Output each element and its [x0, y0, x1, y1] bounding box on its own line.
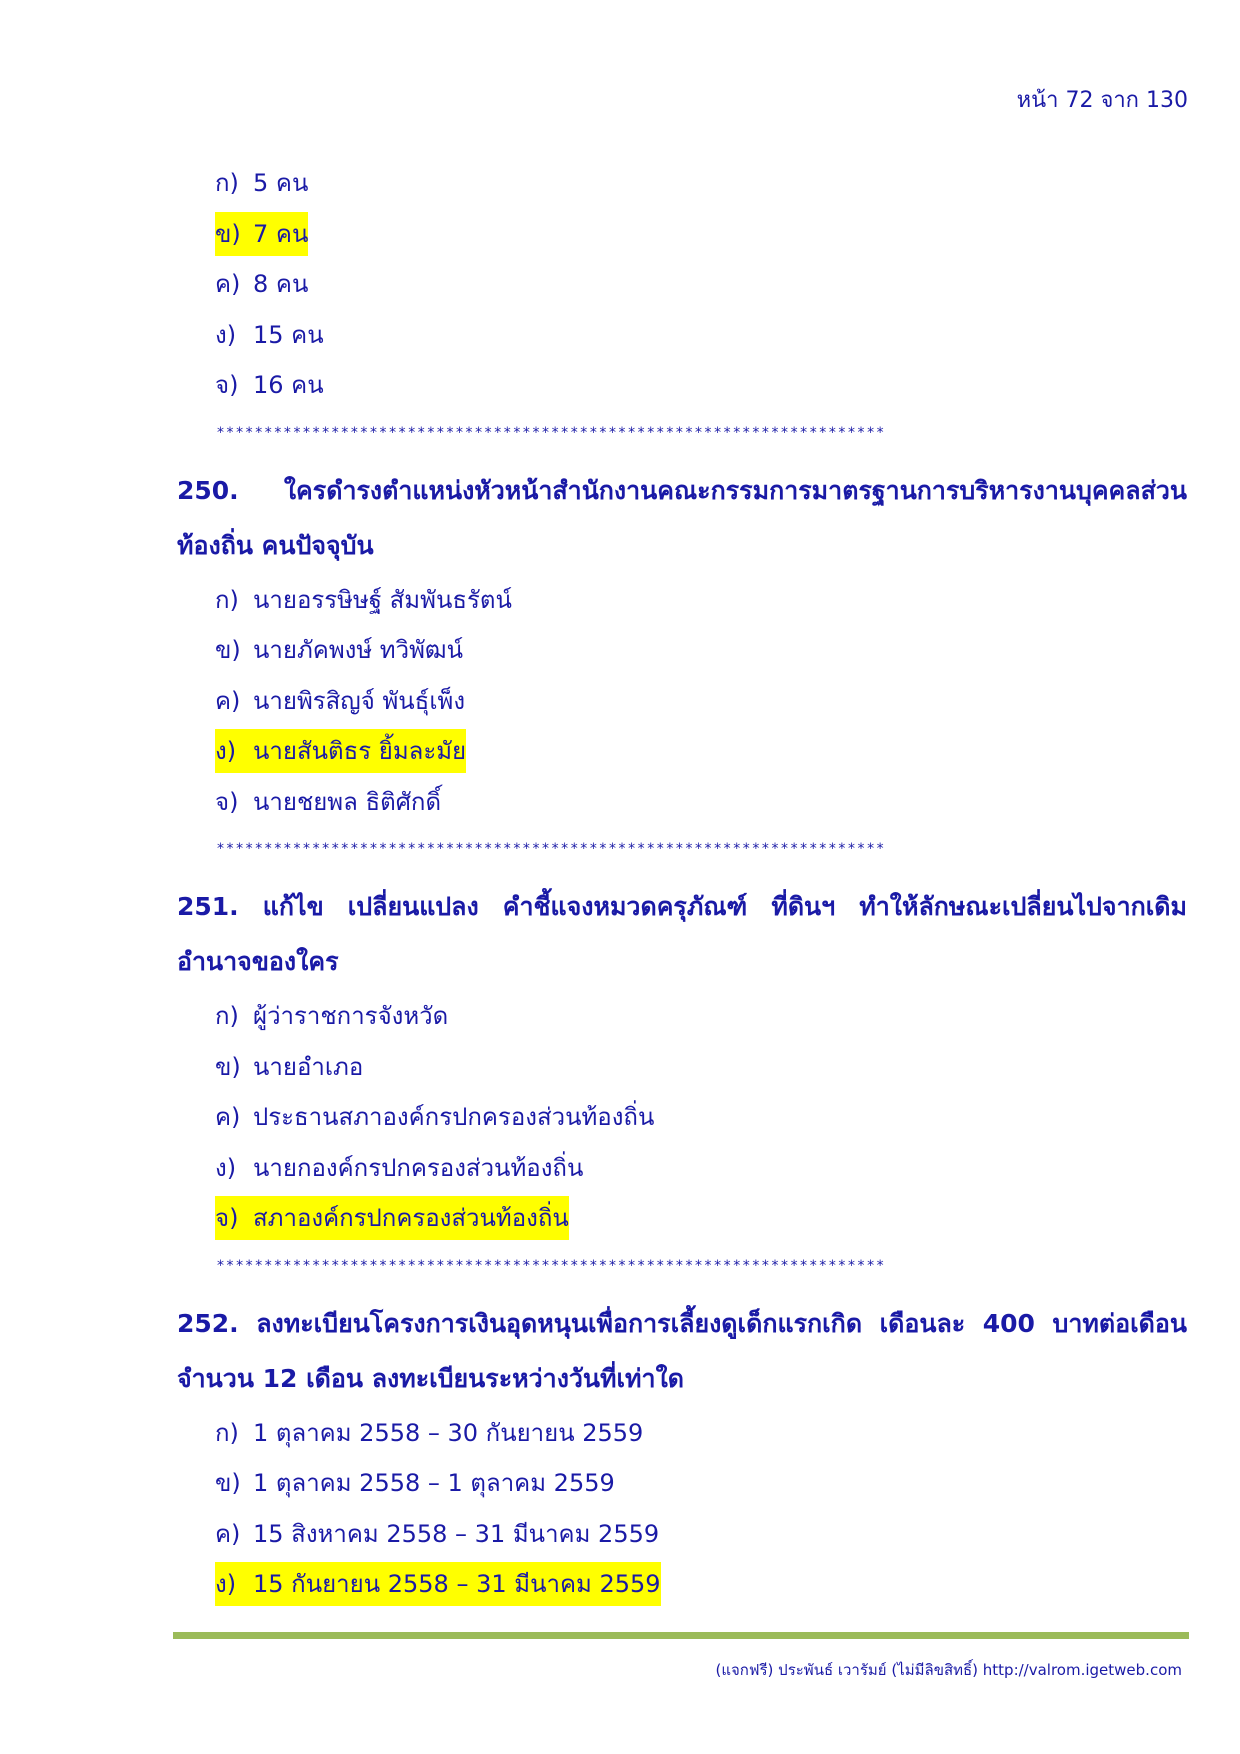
option-text: ประธานสภาองค์กรปกครองส่วนท้องถิ่น: [253, 1103, 655, 1131]
exam-content: [177, 158, 1187, 1610]
option-letter: ข): [215, 1052, 241, 1081]
option-letter: ก): [215, 1002, 239, 1030]
option-letter: ค): [215, 686, 241, 715]
option-item: [177, 1458, 1187, 1509]
question-text: 252. ลงทะเบียนโครงการเงินอุดหนุนเพื่อการเลี้ยงดูเด็กแรกเกิด เดือนละ 400 บาทต่อเดือน จำนวน 12 เดือน ลงทะเบียนระหว่างวันที่เท่าใด: [177, 1308, 1187, 1393]
option-highlight: [215, 1095, 654, 1139]
option-letter: ค): [215, 1103, 241, 1131]
option-letter: ข): [215, 219, 241, 248]
option-text: 5 คน: [253, 169, 309, 197]
option-highlight: [215, 363, 324, 407]
option-text: นายอำเภอ: [253, 1052, 364, 1081]
option-letter: ง): [215, 1570, 237, 1598]
option-item: [177, 991, 1187, 1042]
separator-line: **********************************************************************: [217, 424, 887, 441]
option-item: [177, 310, 1187, 361]
option-highlight: [215, 1411, 643, 1455]
option-letter: ง): [215, 737, 237, 765]
option-item: [177, 1193, 1187, 1244]
option-letter: ง): [215, 1153, 237, 1182]
option-letter: ง): [215, 320, 237, 349]
option-highlight: [215, 729, 466, 773]
option-item: [177, 726, 1187, 777]
option-highlight: [215, 994, 448, 1038]
option-letter: จ): [215, 1204, 239, 1232]
option-letter: ข): [215, 636, 241, 664]
question-block: [177, 463, 1187, 828]
option-text: 15 คน: [253, 320, 324, 349]
footer-credit: (แจกฟรี) ประพันธ์ เวารัมย์ (ไม่มีลิขสิทธิ์) http://valrom.igetweb.com: [715, 1661, 1182, 1679]
option-item: [177, 1042, 1187, 1093]
option-text: นายพิรสิญจ์ พันธุ์เพ็ง: [253, 686, 466, 715]
option-letter: ก): [215, 169, 239, 197]
option-item: [177, 1408, 1187, 1459]
option-highlight: [215, 1196, 569, 1240]
option-text: ผู้ว่าราชการจังหวัด: [253, 1002, 449, 1030]
footer-divider: [173, 1632, 1189, 1639]
option-letter: ก): [215, 585, 239, 614]
option-letter: จ): [215, 787, 239, 816]
option-item: [177, 209, 1187, 260]
separator-line: **********************************************************************: [217, 1257, 887, 1274]
option-item: [177, 1143, 1187, 1194]
option-text: 8 คน: [253, 270, 309, 298]
option-item: [177, 360, 1187, 411]
option-text: นายอรรษิษฐ์ สัมพันธรัตน์: [253, 585, 512, 614]
option-item: [177, 575, 1187, 626]
question-text: 250. ใครดำรงตำแหน่งหัวหน้าสำนักงานคณะกรรมการมาตรฐานการบริหารงานบุคคลส่วนท้องถิ่น คนปัจจุบัน: [177, 475, 1187, 560]
option-text: สภาองค์กรปกครองส่วนท้องถิ่น: [253, 1204, 569, 1232]
option-item: [177, 676, 1187, 727]
option-text: 16 คน: [253, 371, 324, 399]
option-highlight: [215, 679, 465, 723]
option-highlight: [215, 161, 308, 205]
option-letter: จ): [215, 371, 239, 399]
option-highlight: [215, 212, 308, 256]
option-highlight: [215, 1146, 583, 1190]
option-highlight: [215, 628, 463, 672]
option-highlight: [215, 780, 441, 824]
option-item: [177, 1092, 1187, 1143]
option-highlight: [215, 262, 308, 306]
question-block: [177, 1296, 1187, 1610]
option-item: [177, 1509, 1187, 1560]
option-highlight: [215, 1562, 661, 1606]
option-item: [177, 158, 1187, 209]
separator-line: **********************************************************************: [217, 841, 887, 857]
option-letter: ข): [215, 1469, 241, 1497]
option-text: นายชยพล ธิติศักดิ์: [253, 787, 442, 816]
option-item: [177, 1559, 1187, 1610]
option-letter: ค): [215, 270, 241, 298]
option-letter: ก): [215, 1418, 239, 1447]
question-text: 251. แก้ไข เปลี่ยนแปลง คำชี้แจงหมวดครุภัณฑ์ ที่ดินฯ ทำให้ลักษณะเปลี่ยนไปจากเดิม อำนาจของใคร: [177, 892, 1187, 976]
option-highlight: [215, 1512, 659, 1556]
option-text: นายกองค์กรปกครองส่วนท้องถิ่น: [253, 1153, 584, 1182]
option-text: 15 กันยายน 2558 – 31 มีนาคม 2559: [253, 1570, 661, 1598]
option-highlight: [215, 578, 512, 622]
option-item: [177, 259, 1187, 310]
option-letter: ค): [215, 1519, 241, 1548]
option-text: 1 ตุลาคม 2558 – 30 กันยายน 2559: [253, 1418, 644, 1447]
question-block: [177, 879, 1187, 1244]
page-number: หน้า 72 จาก 130: [1016, 88, 1188, 113]
option-highlight: [215, 1045, 363, 1089]
option-item: [177, 625, 1187, 676]
option-text: นายภัคพงษ์ ทวิพัฒน์: [253, 636, 464, 664]
option-item: [177, 777, 1187, 828]
option-text: 1 ตุลาคม 2558 – 1 ตุลาคม 2559: [253, 1469, 615, 1497]
option-text: 7 คน: [253, 219, 309, 248]
option-text: 15 สิงหาคม 2558 – 31 มีนาคม 2559: [253, 1519, 660, 1548]
option-highlight: [215, 1461, 615, 1505]
option-highlight: [215, 313, 324, 357]
intro-options: [177, 158, 1187, 411]
option-text: นายสันติธร ยิ้มละมัย: [253, 737, 467, 765]
